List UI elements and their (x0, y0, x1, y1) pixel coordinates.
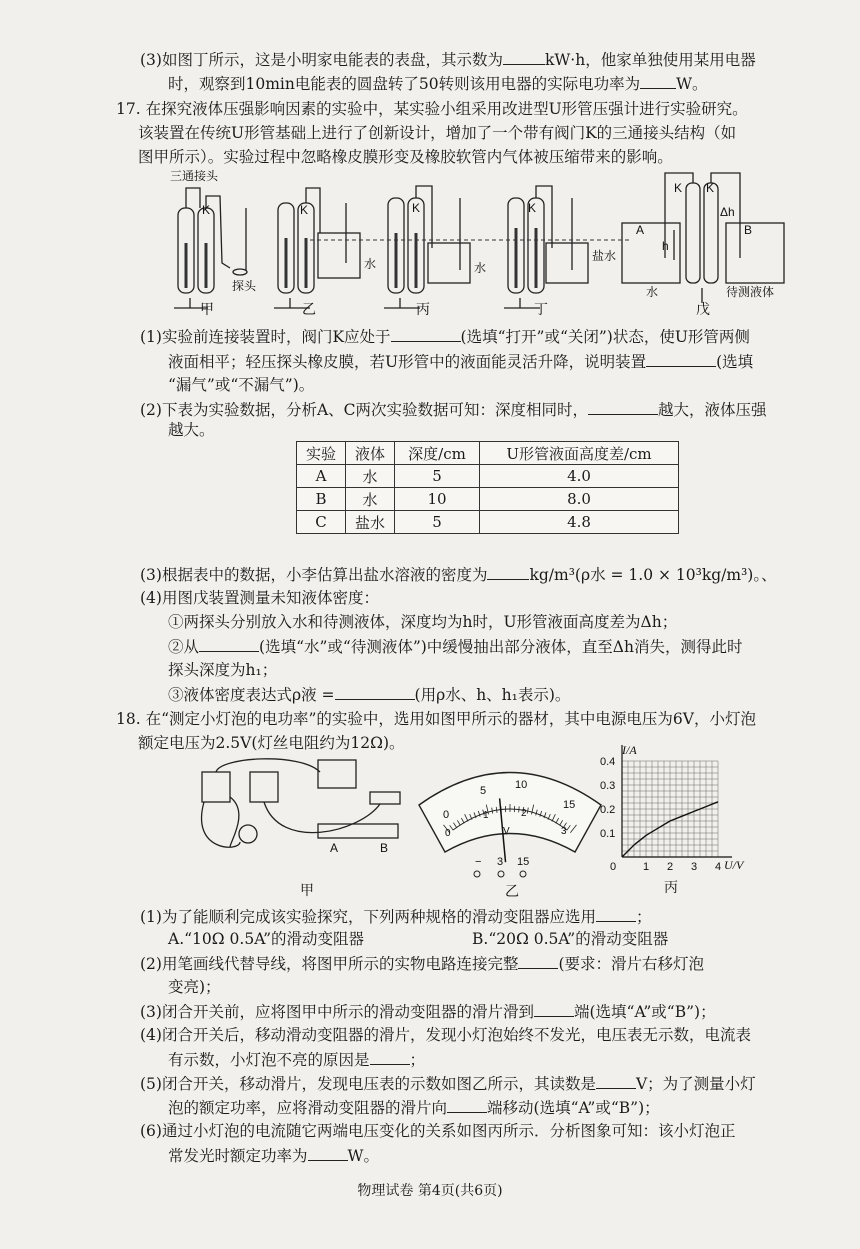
q17-2-line2: 越大。 (168, 421, 215, 439)
y-tick-label: 0.2 (600, 804, 616, 816)
answer-blank[interactable] (308, 1144, 348, 1161)
x-tick-label: 3 (691, 861, 698, 873)
q17-4-line5: ③液体密度表达式ρ液 = (用ρ水、h、h₁表示)。 (168, 683, 570, 706)
q18-4-line2: 有示数，小灯泡不亮的原因是 ； (168, 1048, 425, 1071)
table-row: A 水 5 4.0 (297, 465, 679, 488)
answer-blank[interactable] (534, 1000, 574, 1017)
y-tick-label: 0.3 (600, 780, 616, 792)
q17-1-line2: 液面相平；轻压探头橡皮膜，若U形管中的液面能灵活升降，说明装置 (选填 (168, 350, 753, 373)
x-tick-label: 1 (643, 861, 650, 873)
answer-blank[interactable] (588, 398, 658, 415)
y-tick-label: 0.1 (600, 828, 616, 840)
q18-2-line2: 变亮)； (168, 978, 221, 996)
svg-text:K: K (528, 201, 537, 215)
battery-icon (318, 760, 356, 788)
table-header: 实验 (297, 442, 346, 465)
x-tick-label: 4 (715, 861, 722, 873)
q17-1-line1: (1)实验前连接装置时，阀门K应处于 (选填“打开”或“关闭”)状态，使U形管两侧 (140, 325, 750, 348)
voltmeter-icon (250, 772, 278, 802)
q17-1-line3: “漏气”或“不漏气”)。 (168, 376, 315, 394)
caption-bing: 丙 (416, 302, 430, 318)
y-axis-label: I/A (622, 743, 637, 757)
switch-icon (370, 792, 400, 804)
caption-wu: 戊 (696, 302, 710, 318)
answer-blank[interactable] (335, 683, 415, 700)
y-tick-label: 0.4 (600, 756, 616, 768)
terminal-label: 15 (517, 856, 530, 868)
outer-tick-label: 10 (515, 779, 528, 791)
answer-blank[interactable] (518, 952, 558, 969)
q18-4-line1: (4)闭合开关后，移动滑动变阻器的滑片，发现小灯泡始终不发光，电压表无示数，电流表 (140, 1026, 751, 1044)
svg-text:水: 水 (474, 261, 487, 275)
brine-label: 盐水 (592, 249, 617, 263)
answer-blank[interactable] (487, 563, 529, 580)
voltmeter-dial (415, 760, 605, 900)
answer-blank[interactable] (596, 905, 636, 922)
meter-unit-label: V (503, 826, 510, 837)
table-header: U形管液面高度差/cm (480, 442, 679, 465)
q17-3-line: (3)根据表中的数据，小李估算出盐水溶液的密度为 kg/m³(ρ水 = 1.0 × 10³kg/m³)。、 (140, 563, 777, 586)
inner-tick-label: 1 (483, 810, 489, 821)
caption-ding: 丁 (534, 302, 548, 318)
valve-label: K (202, 203, 211, 217)
answer-blank[interactable] (370, 1048, 410, 1065)
q18-2-line1: (2)用笔画线代替导线，将图甲所示的实物电路连接完整 (要求：滑片右移灯泡 (140, 952, 704, 975)
q18-5-line2: 泡的额定功率，应将滑动变阻器的滑片向 端移动(选填“A”或“B”)； (168, 1096, 660, 1119)
table-header: 液体 (346, 442, 395, 465)
experiment-table (296, 441, 679, 534)
inner-tick-label: 0 (445, 828, 451, 839)
q17-intro-1: 17. 在探究液体压强影响因素的实验中，某实验小组采用改进型U形管压强计进行实验研究。 (116, 100, 748, 118)
circuit-figure (190, 752, 420, 902)
answer-blank[interactable] (646, 350, 716, 367)
test-liquid-label: 待测液体 (726, 285, 775, 299)
caption-jia: 甲 (200, 302, 214, 318)
ammeter-icon (202, 772, 230, 802)
caption-bing: 丙 (664, 880, 678, 896)
table-header-row (297, 442, 679, 465)
q18-3: (3)闭合开关前，应将图甲中所示的滑动变阻器的滑片滑到 端(选填“A”或“B”)； (140, 1000, 716, 1023)
answer-blank[interactable] (391, 325, 461, 342)
svg-text:水: 水 (646, 285, 659, 299)
probe-label: 探头 (232, 279, 257, 293)
q17-4-line2: ①两探头分别放入水和待测液体，深度均为h时，U形管液面高度差为Δh； (168, 613, 678, 631)
q17-4-line4: 探头深度为h₁； (168, 661, 278, 679)
tee-label: 三通接头 (170, 169, 219, 183)
dial-tick (519, 806, 520, 812)
caption-jia: 甲 (300, 883, 314, 899)
q17-2-line1: (2)下表为实验数据，分析A、C两次实验数据可知：深度相同时， 越大，液体压强 (140, 398, 767, 421)
table-row: B 水 10 8.0 (297, 488, 679, 511)
q18-intro-2: 额定电压为2.5V(灯丝电阻约为12Ω)。 (138, 734, 405, 752)
delta-h-label: Δh (720, 205, 735, 219)
answer-blank[interactable] (503, 48, 545, 65)
page-footer: 物理试卷 第4页(共6页) (357, 1183, 503, 1199)
q17-intro-3: 图甲所示）。实验过程中忽略橡皮膜形变及橡胶软管内气体被压缩带来的影响。 (138, 148, 673, 166)
q17-4-line1: (4)用图戊装置测量未知液体密度： (140, 589, 379, 607)
water-label: 水 (364, 257, 377, 271)
outer-tick-label: 15 (563, 799, 576, 811)
bulb-icon (239, 825, 257, 843)
q17-4-line3: ②从 (选填“水”或“待测液体”)中缓慢抽出部分液体，直至Δh消失，测得此时 (168, 635, 743, 658)
svg-text:K: K (412, 201, 421, 215)
pressure-gauge-figure (160, 168, 800, 318)
q17-intro-2: 该装置在传统U形管基础上进行了创新设计，增加了一个带有阀门K的三通接头结构（如 (138, 124, 737, 142)
cup-b-label: B (744, 223, 753, 237)
q18-option-b: B.“20Ω 0.5A”的滑动变阻器 (472, 930, 669, 948)
x-tick-label: 0 (610, 861, 617, 873)
caption-yi: 乙 (302, 302, 316, 318)
q16-3-line2: 时，观察到10min电能表的圆盘转了50转则该用电器的实际电功率为 W。 (168, 72, 708, 95)
x-axis-label: U/V (724, 858, 744, 872)
table-header: 深度/cm (395, 442, 480, 465)
answer-blank[interactable] (199, 635, 259, 652)
svg-text:K: K (674, 181, 683, 195)
outer-tick-label: 0 (443, 809, 450, 821)
answer-blank[interactable] (447, 1096, 487, 1113)
rheostat-b-label: B (380, 841, 389, 855)
table-row: C 盐水 5 4.8 (297, 511, 679, 534)
terminal-label: 3 (497, 856, 504, 868)
q18-6-line2: 常发光时额定功率为 W。 (168, 1144, 379, 1167)
q18-1: (1)为了能顺利完成该实验探究，下列两种规格的滑动变阻器应选用 ； (140, 905, 651, 928)
terminal-label: − (475, 856, 482, 868)
answer-blank[interactable] (596, 1072, 636, 1089)
q18-option-a: A.“10Ω 0.5A”的滑动变阻器 (168, 930, 365, 948)
iu-chart (588, 742, 758, 902)
caption-yi: 乙 (505, 884, 519, 900)
q18-5-line1: (5)闭合开关，移动滑片，发现电压表的示数如图乙所示，其读数是 V；为了测量小灯 (140, 1072, 756, 1095)
rheostat-a-label: A (330, 841, 339, 855)
q16-3-line1: (3)如图丁所示，这是小明家电能表的表盘，其示数为 kW·h，他家单独使用某用电器 (140, 48, 756, 71)
outer-tick-label: 5 (480, 785, 487, 797)
depth-h-label: h (662, 239, 669, 253)
x-tick-label: 2 (667, 861, 674, 873)
svg-text:K: K (300, 203, 309, 217)
svg-text:K: K (706, 181, 715, 195)
q18-intro-1: 18. 在“测定小灯泡的电功率”的实验中，选用如图甲所示的器材，其中电源电压为6V，小灯泡 (116, 710, 756, 728)
q18-6-line1: (6)通过小灯泡的电流随它两端电压变化的关系如图丙所示．分析图象可知：该小灯泡正 (140, 1122, 736, 1140)
answer-blank[interactable] (640, 72, 676, 89)
inner-tick-label: 2 (521, 808, 527, 819)
inner-tick-label: 3 (561, 826, 567, 837)
cup-a-label: A (636, 223, 645, 237)
